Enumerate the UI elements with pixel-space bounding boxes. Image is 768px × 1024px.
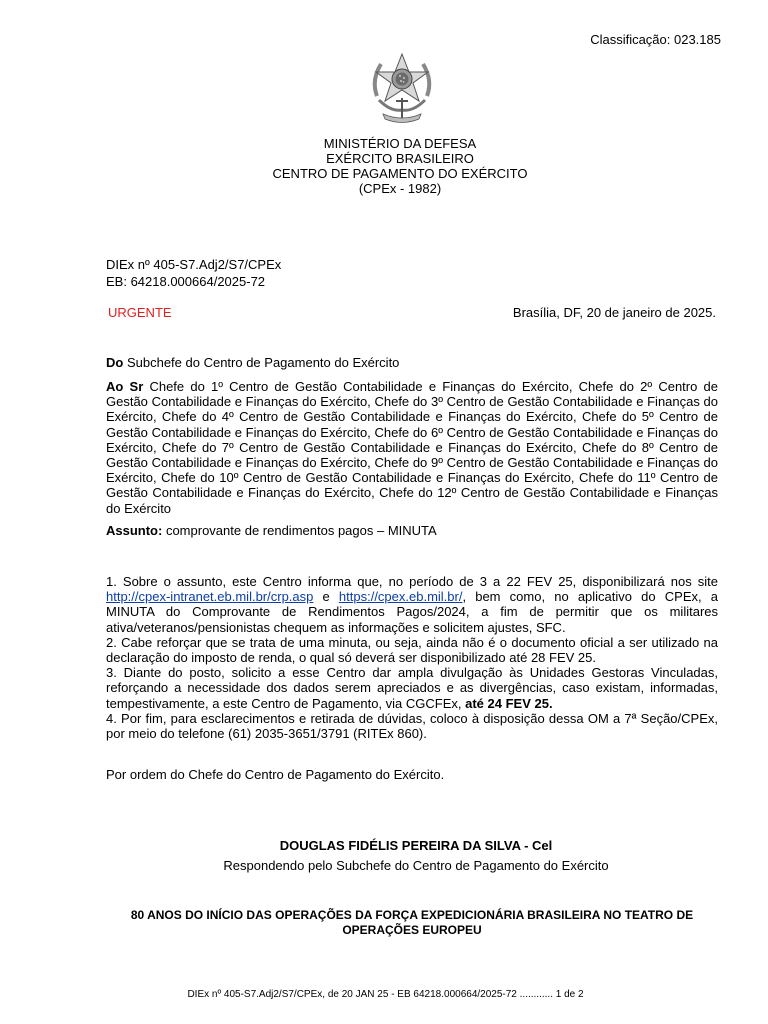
order-line: Por ordem do Chefe do Centro de Pagamento do Exército. [106,767,445,782]
cpex-site-link[interactable]: https://cpex.eb.mil.br/ [338,589,463,605]
recipient-label: Ao Sr [106,379,144,394]
sender-label: Do [106,355,124,370]
signatory-role: Respondendo pelo Subchefe do Centro de Pagamento do Exército [223,858,609,873]
document-reference [106,256,281,290]
subject-label: Assunto: [106,523,163,538]
paragraph-4: 4. Por fim, para esclarecimentos e retirada de dúvidas, coloco à disposição dessa OM a 7ª Seção/CPEx, por meio do telefone (61) 2035-3651/3791 (RITEx 860). [106,710,718,742]
date-line: Brasília, DF, 20 de janeiro de 2025. [512,305,716,320]
signature-block [0,836,768,876]
subject-line [106,523,718,538]
signatory-name: DOUGLAS FIDÉLIS PEREIRA DA SILVA - Cel [279,838,553,853]
ministry-name: MINISTÉRIO DA DEFESA [323,136,477,151]
paragraph-1-text-a: 1. Sobre o assunto, este Centro informa que, no período de 3 a 22 FEV 25, disponibilizará nos site [106,574,718,589]
body-paragraphs [106,574,718,741]
diex-number: DIEx nº 405-S7.Adj2/S7/CPEx [106,257,282,272]
recipient-text: Chefe do 1º Centro de Gestão Contabilidade e Finanças do Exército, Chefe do 2º Centro de Gestão Contabilidade e Finanças do Exército, Chefe do 3º Centro de Gestão Contabilidade e Finanças do Exército, Chefe do 4º Centro de Gestão Contabilidade e Finanças do Exército, Chefe do 5º Centro de Gestão Contabilidade e Finanças do Exército, Chefe do 6º Centro de Gestão Contabilidade e Finanças do Exército, Chefe do 7º Centro de Gestão Contabilidade e Finanças do Exército, Chefe do 8º Centro de Gestão Contabilidade e Finanças do Exército, Chefe do 9º Centro de Gestão Contabilidade e Finanças do Exército, Chefe do 10º Centro de Gestão Contabilidade e Finanças do Exército, Chefe do 11º Centro de Gestão Contabilidade e Finanças do Exército, Chefe do 12º Centro de Gestão Contabilidade e Finanças do Exército [106,379,719,516]
paragraph-1-text-b: e [313,589,339,605]
page-footer: DIEx nº 405-S7.Adj2/S7/CPEx, de 20 JAN 25 - EB 64218.000664/2025-72 ............ 1 de 2 [187,989,584,1000]
sender-line [106,355,718,370]
paragraph-1 [106,574,718,635]
paragraph-3 [106,665,718,711]
urgency-label: URGENTE [108,305,172,320]
intranet-link[interactable]: http://cpex-intranet.eb.mil.br/crp.asp [106,589,314,605]
center-founding: (CPEx - 1982) [358,181,442,196]
recipient-block [106,379,718,516]
paragraph-3-deadline: até 24 FEV 25. [465,695,553,711]
eb-number: EB: 64218.000664/2025-72 [106,274,266,289]
paragraph-3-text: 3. Diante do posto, solicito a esse Centro dar ampla divulgação às Unidades Gestoras Vinculadas, reforçando a necessidade dos dados serem apreciados e as divergências, caso existam, informadas, tempestivamente, a este Centro de Pagamento, via CGCFEx, [106,665,718,711]
letterhead [0,136,768,196]
classification: Classificação: 023.185 [590,32,721,47]
paragraph-1-text-c: , bem como, no aplicativo do CPEx, a MINUTA do Comprovante de Rendimentos Pagos/2024, a fim de permitir que os militares ativa/veteranos/pensionistas chequem as informações e solicitem ajustes, SFC. [106,589,718,635]
commemorative-motto: 80 ANOS DO INÍCIO DAS OPERAÇÕES DA FORÇA EXPEDICIONÁRIA BRASILEIRA NO TEATRO DE OPERAÇÕES EUROPEU [130,908,694,937]
army-name: EXÉRCITO BRASILEIRO [326,151,474,166]
paragraph-2: 2. Cabe reforçar que se trata de uma minuta, ou seja, ainda não é o documento oficial a ser utilizado na declaração do imposto de renda, o qual só deverá ser disponibilizado até 28 FEV 25. [106,634,718,666]
coat-of-arms-emblem-icon [367,50,437,124]
subject-text: comprovante de rendimentos pagos – MINUTA [162,523,437,538]
sender-text: Subchefe do Centro de Pagamento do Exército [123,355,400,370]
center-name: CENTRO DE PAGAMENTO DO EXÉRCITO [272,166,528,181]
